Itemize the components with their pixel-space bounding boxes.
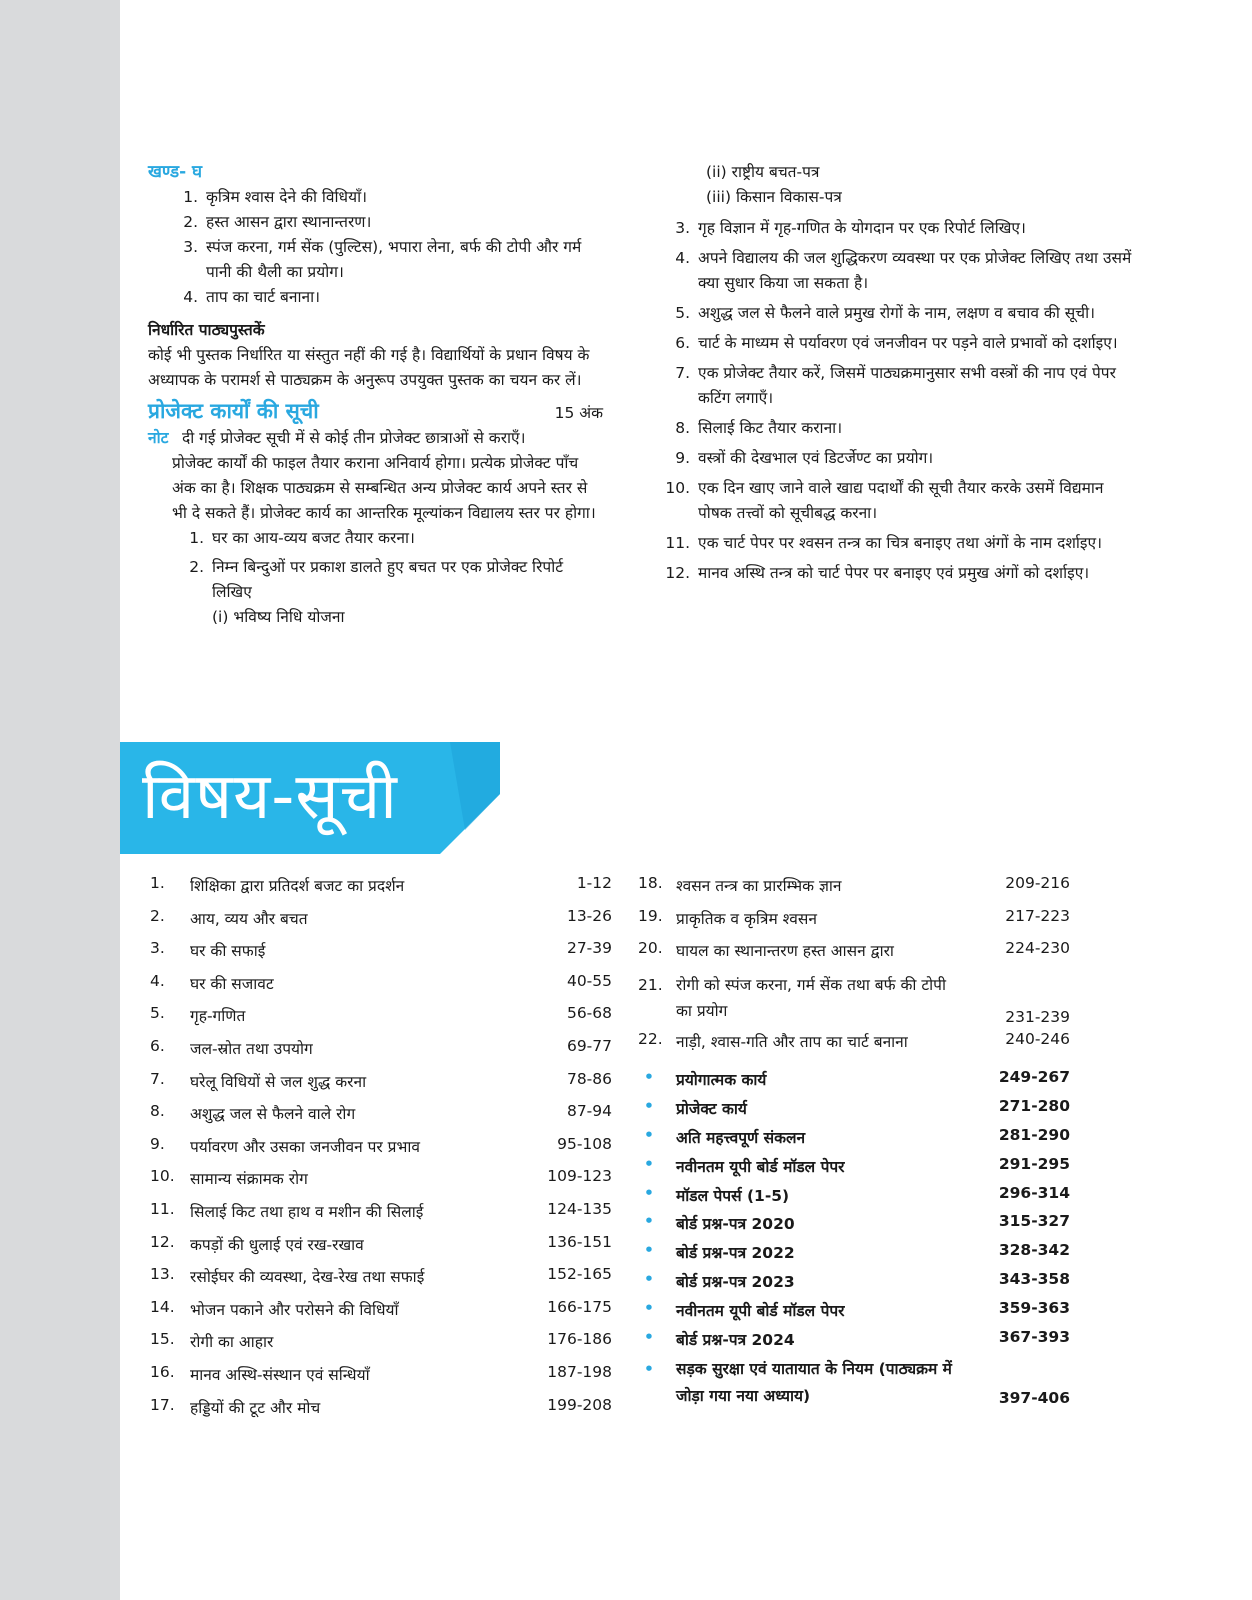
toc-pages: 397-406 (998, 1389, 1070, 1408)
toc-pages: 359-363 (998, 1298, 1070, 1317)
page-margin-strip (0, 0, 120, 1600)
list-item: 10. एक दिन खाए जाने वाले खाद्य पदार्थों की सूची तैयार करके उसमें विद्यमान पोषक तत्त्वों को सूचीबद्ध करना। (665, 479, 1104, 522)
bullet-icon: • (644, 1068, 654, 1087)
sub-item: (ii) राष्ट्रीय बचत-पत्र (706, 163, 820, 181)
toc-row (150, 1167, 612, 1200)
list-item: 11. एक चार्ट पेपर पर श्वसन तन्त्र का चित्र बनाइए तथा अंगों के नाम दर्शाइए। (665, 534, 1102, 552)
toc-extra-row (638, 1328, 1070, 1357)
bullet-icon: • (644, 1360, 654, 1379)
projects-note (148, 426, 603, 451)
toc-row (638, 874, 1070, 907)
toc-title-text: रोगी का आहार (190, 1333, 274, 1352)
toc-title-text: बोर्ड प्रश्न-पत्र 2022 (676, 1244, 795, 1263)
toc-number: 6. (150, 1036, 165, 1055)
toc-right-list (638, 874, 1070, 1412)
toc-title-text: नवीनतम यूपी बोर्ड मॉडल पेपर (676, 1301, 845, 1320)
toc-pages: 13-26 (566, 906, 612, 925)
toc-row (150, 874, 612, 907)
toc-number: 8. (150, 1102, 165, 1121)
toc-banner (120, 742, 500, 854)
toc-title-text: बोर्ड प्रश्न-पत्र 2020 (676, 1215, 795, 1234)
list-item: 2. हस्त आसन द्वारा स्थानान्तरण। (183, 213, 372, 231)
right-column (660, 160, 1140, 591)
bullet-icon: • (644, 1327, 654, 1346)
toc-extra-row (638, 1270, 1070, 1299)
list-item: 1. घर का आय-व्यय बजट तैयार करना। (189, 529, 415, 547)
toc-extra-row (638, 1097, 1070, 1126)
toc-title-text: कपड़ों की धुलाई एवं रख-रखाव (190, 1235, 364, 1254)
toc-number: 19. (638, 906, 663, 925)
toc-row (150, 1265, 612, 1298)
toc-title-text: सड़क सुरक्षा एवं यातायात के नियम (पाठ्यक्रम में जोड़ा गया नया अध्याय) (676, 1360, 952, 1406)
toc-number: 17. (150, 1395, 175, 1414)
toc-number: 9. (150, 1134, 165, 1153)
toc-pages: 176-186 (547, 1330, 612, 1349)
toc-title-text: जल-स्रोत तथा उपयोग (190, 1039, 313, 1058)
bullet-icon: • (644, 1212, 654, 1231)
projects-list-right (660, 216, 1140, 586)
toc-title-text: हड्डियों की टूट और मोच (190, 1398, 321, 1417)
toc-title-text: घरेलू विधियों से जल शुद्ध करना (190, 1072, 367, 1091)
list-item: 7. एक प्रोजेक्ट तैयार करें, जिसमें पाठ्यक्रमानुसार सभी वस्त्रों की नाप एवं पेपर कटिंग लगाएँ। (675, 364, 1116, 407)
toc-number: 18. (638, 874, 663, 892)
toc-row (150, 972, 612, 1005)
toc-number: 16. (150, 1362, 175, 1381)
toc-title-text: नाड़ी, श्वास-गति और ताप का चार्ट बनाना (676, 1032, 908, 1051)
bullet-icon: • (644, 1298, 654, 1317)
toc-pages: 166-175 (547, 1297, 612, 1316)
toc-extra-row (638, 1184, 1070, 1213)
toc-pages: 315-327 (998, 1212, 1070, 1231)
toc-title-text: पर्यावरण और उसका जनजीवन पर प्रभाव (190, 1137, 421, 1156)
toc-number: 11. (150, 1199, 175, 1218)
left-column (148, 160, 603, 630)
toc-row (638, 939, 1070, 972)
toc-pages: 95-108 (557, 1134, 612, 1153)
toc-extra-row (638, 1068, 1070, 1097)
toc-title-text: श्वसन तन्त्र का प्रारम्भिक ज्ञान (676, 877, 842, 895)
note-text: प्रोजेक्ट कार्यों की फाइल तैयार कराना अनिवार्य होगा। प्रत्येक प्रोजेक्ट पाँच अंक का है। शिक्षक पाठ्यक्रम से सम्बन्धित अन्य प्रोजेक्ट कार्य अपने स्तर से भी दे सकते हैं। प्रोजेक्ट कार्य का आन्तरिक मूल्यांकन विद्यालय स्तर पर होगा। (172, 454, 596, 522)
toc-pages: 209-216 (1005, 874, 1070, 892)
list-item: 3. गृह विज्ञान में गृह-गणित के योगदान पर एक रिपोर्ट लिखिए। (675, 219, 1026, 237)
list-item: 12. मानव अस्थि तन्त्र को चार्ट पेपर पर बनाइए एवं प्रमुख अंगों को दर्शाइए। (665, 564, 1090, 582)
toc-row (150, 1200, 612, 1233)
bullet-icon: • (644, 1183, 654, 1202)
toc-title-text: अति महत्त्वपूर्ण संकलन (676, 1128, 806, 1147)
toc-title-text: घायल का स्थानान्तरण हस्त आसन द्वारा (676, 942, 894, 961)
toc-row (150, 1363, 612, 1396)
toc-pages: 328-342 (998, 1241, 1070, 1260)
sub-item: (i) भविष्य निधि योजना (212, 608, 345, 626)
toc-title-text: बोर्ड प्रश्न-पत्र 2024 (676, 1330, 795, 1349)
toc-title-text: मानव अस्थि-संस्थान एवं सन्धियाँ (190, 1365, 370, 1384)
toc-title-text: आय, व्यय और बचत (190, 909, 308, 928)
toc-number: 7. (150, 1069, 165, 1088)
projects-list-left (148, 526, 603, 605)
toc-title-text: प्रोजेक्ट कार्य (676, 1100, 747, 1119)
toc-title-text: रोगी को स्पंज करना, गर्म सेंक तथा बर्फ की टोपी का प्रयोग (676, 975, 946, 1020)
toc-title-text: रसोईघर की व्यवस्था, देख-रेख तथा सफाई (190, 1268, 425, 1287)
textbooks-text: कोई भी पुस्तक निर्धारित या संस्तुत नहीं की गई है। विद्यार्थियों के प्रधान विषय के अध्यापक के परामर्श से पाठ्यक्रम के अनुरूप उपयुक्त पुस्तक का चयन कर लें। (148, 346, 590, 389)
toc-title-text: घर की सफाई (190, 942, 266, 961)
toc-pages: 240-246 (1005, 1029, 1070, 1048)
toc-row (150, 1004, 612, 1037)
toc-title-text: सिलाई किट तथा हाथ व मशीन की सिलाई (190, 1202, 424, 1221)
toc-number: 2. (150, 906, 165, 925)
toc-row (638, 907, 1070, 940)
toc-extra-row (638, 1212, 1070, 1241)
toc-number: 20. (638, 939, 663, 958)
toc-pages: 1-12 (576, 874, 612, 892)
toc-title-text: प्रयोगात्मक कार्य (676, 1071, 767, 1090)
toc-pages: 124-135 (547, 1199, 612, 1218)
list-item: 8. सिलाई किट तैयार कराना। (675, 419, 843, 437)
toc-number: 3. (150, 939, 165, 958)
toc-row (150, 1330, 612, 1363)
toc-title-text: सामान्य संक्रामक रोग (190, 1170, 308, 1189)
toc-title-text: नवीनतम यूपी बोर्ड मॉडल पेपर (676, 1157, 845, 1176)
toc-pages: 27-39 (566, 939, 612, 958)
toc-pages: 40-55 (566, 971, 612, 990)
projects-title-row (148, 399, 603, 426)
bullet-icon: • (644, 1241, 654, 1260)
toc-pages: 109-123 (547, 1167, 612, 1186)
bullet-icon: • (644, 1125, 654, 1144)
toc-number: 5. (150, 1004, 165, 1023)
toc-row (150, 939, 612, 972)
toc-number: 12. (150, 1232, 175, 1251)
bullet-icon: • (644, 1269, 654, 1288)
toc-extra-row (638, 1299, 1070, 1328)
toc-pages: 231-239 (1005, 1007, 1070, 1026)
list-item: 9. वस्त्रों की देखभाल एवं डिटर्जेण्ट का प्रयोग। (675, 449, 934, 467)
toc-pages: 69-77 (566, 1036, 612, 1055)
toc-pages: 78-86 (566, 1069, 612, 1088)
toc-title-text: भोजन पकाने और परोसने की विधियाँ (190, 1300, 399, 1319)
toc-pages: 296-314 (998, 1183, 1070, 1202)
list-item: 5. अशुद्ध जल से फैलने वाले प्रमुख रोगों के नाम, लक्षण व बचाव की सूची। (675, 304, 1095, 322)
toc-title-text: गृह-गणित (190, 1007, 246, 1026)
toc-pages: 343-358 (998, 1269, 1070, 1288)
list-item: 4. अपने विद्यालय की जल शुद्धिकरण व्यवस्था पर एक प्रोजेक्ट लिखिए तथा उसमें क्या सुधार किया जा सकता है। (675, 249, 1132, 292)
bullet-icon: • (644, 1154, 654, 1173)
toc-pages: 217-223 (1005, 906, 1070, 925)
toc-extra-row (638, 1155, 1070, 1184)
list-item: 1. कृत्रिम श्वास देने की विधियाँ। (183, 188, 367, 206)
toc-extra-row (638, 1356, 1070, 1412)
list-item: 6. चार्ट के माध्यम से पर्यावरण एवं जनजीवन पर पड़ने वाले प्रभावों को दर्शाइए। (675, 334, 1118, 352)
list-item: 2. निम्न बिन्दुओं पर प्रकाश डालते हुए बचत पर एक प्रोजेक्ट रिपोर्ट लिखिए (189, 558, 564, 601)
section-d-heading: खण्ड- घ (148, 162, 203, 182)
page-content (120, 0, 1252, 1600)
toc-pages: 136-151 (547, 1232, 612, 1251)
toc-pages: 281-290 (998, 1125, 1070, 1144)
toc-title: विषय-सूची (142, 760, 398, 834)
toc-number: 13. (150, 1265, 175, 1284)
projects-title: प्रोजेक्ट कार्यों की सूची (148, 399, 319, 423)
toc-number: 15. (150, 1330, 175, 1349)
list-item: 3. स्पंज करना, गर्म सेंक (पुल्टिस), भपारा लेना, बर्फ की टोपी और गर्म पानी की थैली का प्रयोग। (183, 238, 582, 281)
toc-row (150, 1070, 612, 1103)
toc-row (638, 972, 1070, 1030)
toc-row (638, 1030, 1070, 1063)
toc-row (150, 1037, 612, 1070)
toc-pages: 199-208 (547, 1395, 612, 1414)
toc-number: 22. (638, 1029, 663, 1048)
toc-title-text: मॉडल पेपर्स (1-5) (676, 1186, 790, 1205)
bullet-icon: • (644, 1097, 654, 1116)
toc-pages: 224-230 (1005, 939, 1070, 958)
toc-row (150, 1135, 612, 1168)
list-item: 4. ताप का चार्ट बनाना। (183, 288, 320, 306)
toc-row (150, 1396, 612, 1429)
toc-pages: 152-165 (547, 1265, 612, 1284)
toc-pages: 187-198 (547, 1362, 612, 1381)
toc-left-list (150, 874, 612, 1428)
toc-row (150, 907, 612, 940)
projects-marks: 15 अंक (554, 404, 603, 422)
toc-number: 21. (638, 975, 663, 994)
toc-title-text: शिक्षिका द्वारा प्रतिदर्श बजट का प्रदर्शन (190, 877, 405, 895)
toc-extra-row (638, 1241, 1070, 1270)
toc-pages: 291-295 (998, 1154, 1070, 1173)
toc-number: 14. (150, 1297, 175, 1316)
toc-pages: 271-280 (998, 1097, 1070, 1116)
toc-row (150, 1102, 612, 1135)
toc-row (150, 1233, 612, 1266)
toc-pages: 249-267 (998, 1068, 1070, 1087)
toc-extra-row (638, 1126, 1070, 1155)
toc-number: 4. (150, 971, 165, 990)
section-d-list (148, 185, 603, 310)
toc-title-text: अशुद्ध जल से फैलने वाले रोग (190, 1105, 356, 1124)
sub-item: (iii) किसान विकास-पत्र (706, 188, 842, 206)
toc-title-text: बोर्ड प्रश्न-पत्र 2023 (676, 1272, 795, 1291)
toc-title-text: घर की सजावट (190, 974, 274, 993)
toc-row (150, 1298, 612, 1331)
toc-number: 10. (150, 1167, 175, 1186)
toc-pages: 87-94 (566, 1102, 612, 1121)
toc-pages: 56-68 (566, 1004, 612, 1023)
toc-pages: 367-393 (998, 1327, 1070, 1346)
toc-title-text: प्राकृतिक व कृत्रिम श्वसन (676, 909, 817, 928)
note-label: नोट (148, 429, 169, 447)
note-first-line: दी गई प्रोजेक्ट सूची में से कोई तीन प्रोजेक्ट छात्राओं से कराएँ। (182, 429, 526, 447)
toc-number: 1. (150, 874, 165, 892)
textbooks-heading: निर्धारित पाठ्यपुस्तकें (148, 321, 265, 339)
